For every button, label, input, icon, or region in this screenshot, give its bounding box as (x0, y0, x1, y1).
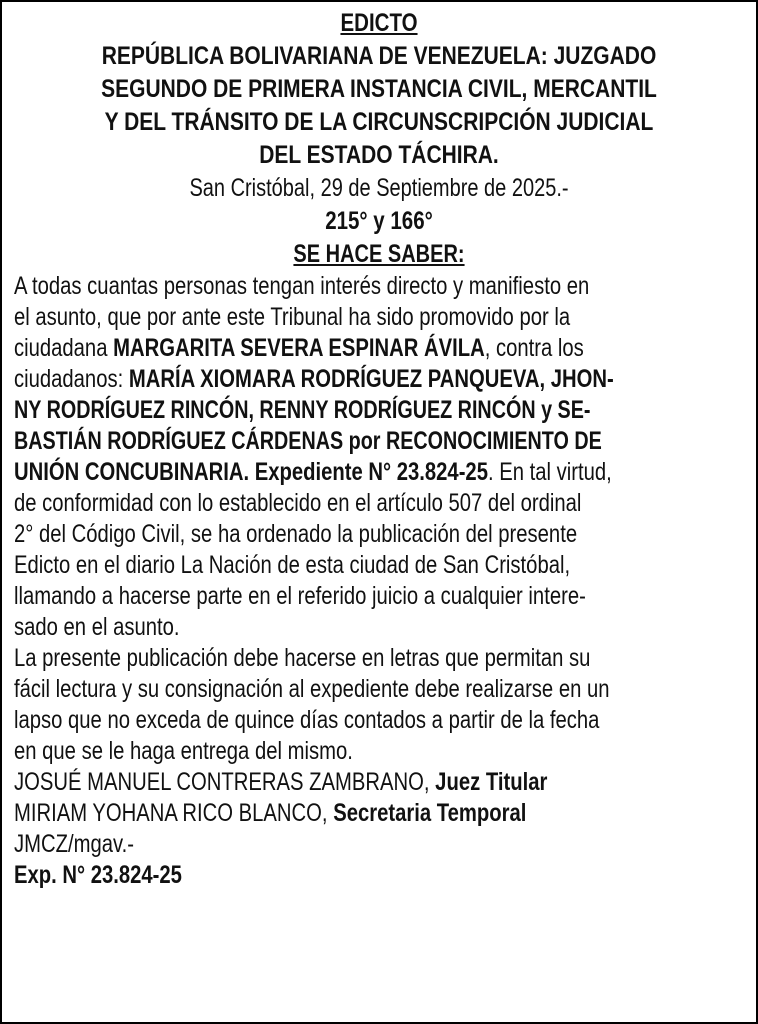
edict-date: San Cristóbal, 29 de Septiembre de 2025.- (189, 174, 569, 202)
court-line: Y DEL TRÁNSITO DE LA CIRCUNSCRIPCIÓN JUDICIAL (104, 108, 654, 136)
body-line (14, 364, 614, 395)
body-line (14, 333, 605, 364)
body-line: BASTIÁN RODRÍGUEZ CÁRDENAS por RECONOCIMIENTO DE (14, 427, 602, 455)
body-line (14, 302, 605, 333)
judge-title: Juez Titular (435, 768, 548, 796)
secretary-title: Secretaria Temporal (333, 799, 527, 827)
body-text: , contra los (484, 334, 584, 362)
court-line: DEL ESTADO TÁCHIRA. (259, 141, 499, 169)
judge-name: JOSUÉ MANUEL CONTRERAS ZAMBRANO, (14, 768, 436, 796)
defendants-names: MARÍA XIOMARA RODRÍGUEZ PANQUEVA, JHON- (128, 365, 614, 393)
edict-header (14, 8, 744, 271)
judge-signature (14, 767, 605, 798)
body-line: en que se le haga entrega del mismo. (14, 737, 353, 765)
case-reference: UNIÓN CONCUBINARIA. Expediente N° 23.824-25 (14, 458, 488, 486)
body-line: de conformidad con lo establecido en el artículo 507 del ordinal (14, 489, 582, 517)
body-line (14, 457, 612, 488)
body-line (14, 271, 744, 302)
body-line: La presente publicación debe hacerse en letras que permitan su (14, 644, 591, 672)
se-hace-saber: SE HACE SABER: (293, 240, 465, 268)
body-line: Edicto en el diario La Nación de esta ciudad de San Cristóbal, (14, 551, 571, 579)
edict-title: EDICTO (340, 9, 418, 37)
court-heading (72, 40, 685, 172)
body-line: llamando a hacerse parte en el referido juicio a cualquier intere- (14, 582, 586, 610)
body-line: 2° del Código Civil, se ha ordenado la publicación del presente (14, 520, 578, 548)
body-text: A todas cuantas personas tengan interés directo y manifiesto en (14, 272, 590, 300)
body-text: el asunto, que por ante este Tribunal ha sido promovido por la (14, 303, 571, 331)
body-line: lapso que no exceda de quince días contados a partir de la fecha (14, 706, 600, 734)
court-line: REPÚBLICA BOLIVARIANA DE VENEZUELA: JUZGADO (101, 42, 657, 70)
body-text: ciudadana (14, 334, 114, 362)
expediente-number: Exp. N° 23.824-25 (14, 861, 182, 889)
edict-body (14, 271, 744, 891)
body-text: ciudadanos: (14, 365, 129, 393)
plaintiff-name: MARGARITA SEVERA ESPINAR ÁVILA (113, 334, 485, 362)
secretary-name: MIRIAM YOHANA RICO BLANCO, (14, 799, 334, 827)
body-line: sado en el asunto. (14, 613, 180, 641)
initials: JMCZ/mgav.- (14, 830, 135, 858)
court-line: SEGUNDO DE PRIMERA INSTANCIA CIVIL, MERCANTIL (101, 75, 657, 103)
secretary-signature (14, 798, 605, 829)
body-line: fácil lectura y su consignación al expediente debe realizarse en un (14, 675, 610, 703)
body-text: . En tal virtud, (487, 458, 612, 486)
edict-years: 215° y 166° (325, 207, 433, 235)
body-line: NY RODRÍGUEZ RINCÓN, RENNY RODRÍGUEZ RINCÓN y SE- (14, 396, 591, 424)
